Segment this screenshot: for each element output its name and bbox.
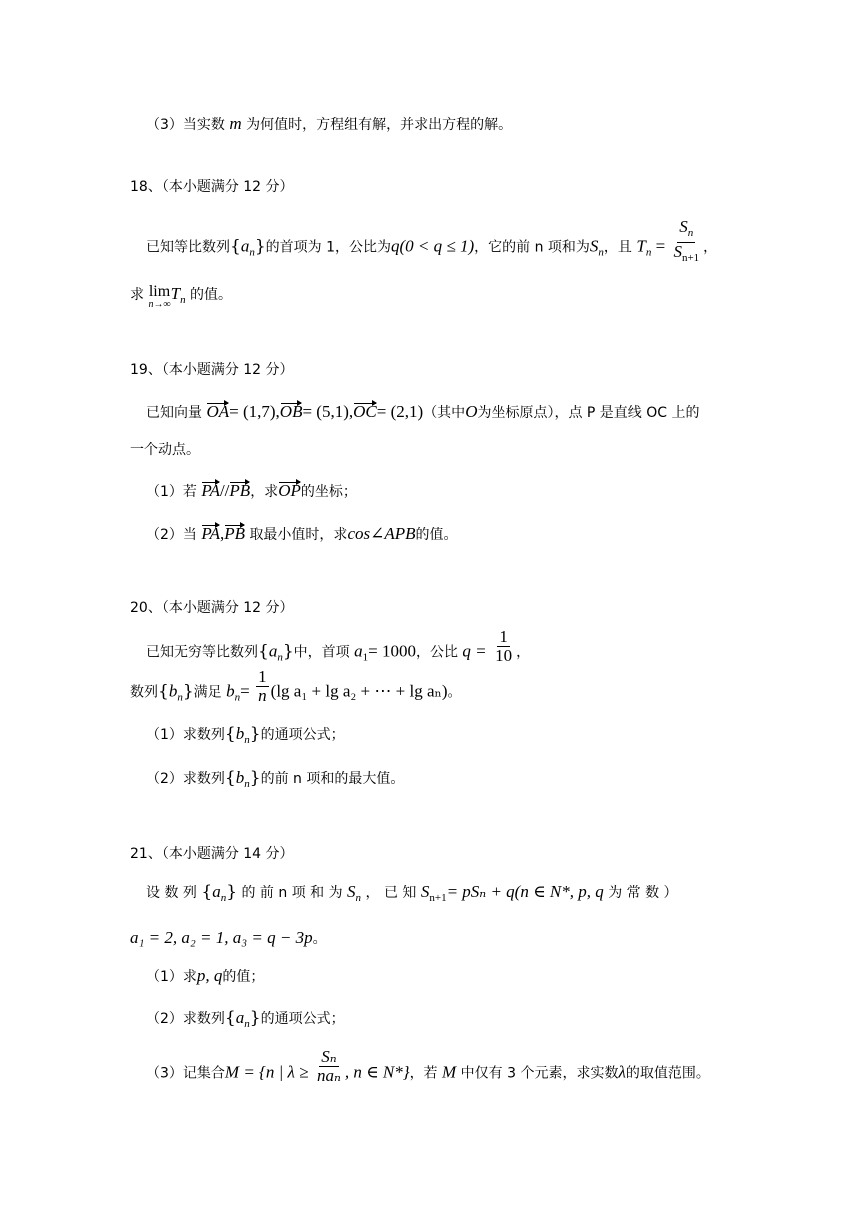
- problem-18-statement: 已知等比数列$\{a_n\}$的首项为 1，公比为q(0 < q ≤ 1)，它的前 n 项和为$S_n$，且 $T_n$ = $\frac{S_n}{S_{n+1}}$ ，: [146, 228, 717, 267]
- problem-21-header: 21、（本小题满分 14 分）: [130, 846, 294, 862]
- problem-18-limit: 求 lim n→∞ $T_n$ 的值。: [130, 283, 233, 310]
- problem-19-part-2: （2）当 PA,PB 取最小值时，求cos∠APB的值。: [146, 524, 458, 543]
- problem-19-header: 19、（本小题满分 12 分）: [130, 362, 294, 378]
- fraction-one-tenth: $\frac{1}{10}$: [495, 627, 513, 665]
- limit-expression: lim n→∞: [148, 283, 171, 310]
- fraction-Sn-over-nan: $\frac{\text{Sₙ}}{\text{naₙ}}$: [316, 1047, 341, 1085]
- fraction-one-over-n: $\frac{1}{n}$: [258, 667, 267, 705]
- problem-17-part-3: （3）当实数 m 为何值时，方程组有解，并求出方程的解。: [146, 114, 513, 133]
- problem-20-statement: 已知无穷等比数列$\{a_n\}$中，首项 $a_1= 1000$，公比 q = $\frac{1}{10}$ ，: [146, 627, 531, 665]
- problem-21-statement: 设 数 列 $\{a_n\}$ 的 前 n 项 和 为 $S_n$ ， 已 知 $S_{n+1}= pS_n + q(n$ ∈ N*, p, q 为 常 数 ）: [146, 882, 678, 904]
- problem-20-part-2: （2）求数列$\{b_n\}$的前 n 项和的最大值。: [146, 768, 405, 790]
- problem-20-part-1: （1）求数列$\{b_n\}$的通项公式；: [146, 724, 345, 746]
- problem-20-bn-def: 数列$\{b_n\}$满足 $b_n=$ $\frac{1}{n}$ (lg a₁ + lg a₂ + ⋯ + lg aₙ)。: [130, 667, 462, 705]
- fraction-Sn-over-Sn1: $\frac{S_n}{S_{n+1}}$: [673, 217, 700, 264]
- problem-21-initial-values: a₁ = 2, a₂ = 1, a₃ = q − 3p。: [130, 928, 327, 947]
- problem-21-part-1: （1）求p, q的值；: [146, 966, 265, 985]
- problem-20-header: 20、（本小题满分 12 分）: [130, 600, 294, 616]
- problem-19-part-1: （1）若 PA//PB，求OP的坐标；: [146, 481, 357, 500]
- problem-19-statement: 已知向量 OA= (1,7),OB= (5,1),OC= (2,1)（其中O为坐标原点），点 P 是直线 OC 上的: [146, 402, 700, 421]
- problem-18-header: 18、（本小题满分 12 分）: [130, 179, 294, 195]
- problem-21-part-2: （2）求数列$\{a_n\}$的通项公式；: [146, 1008, 345, 1030]
- problem-19-statement-cont: 一个动点。: [130, 442, 200, 458]
- problem-21-part-3: （3）记集合M = {n | λ ≥ $\frac{\text{Sₙ}}{\text{naₙ}}$ , n ∈ N*}，若 M 中仅有 3 个元素，求实数λ的取值范围。: [146, 1047, 710, 1085]
